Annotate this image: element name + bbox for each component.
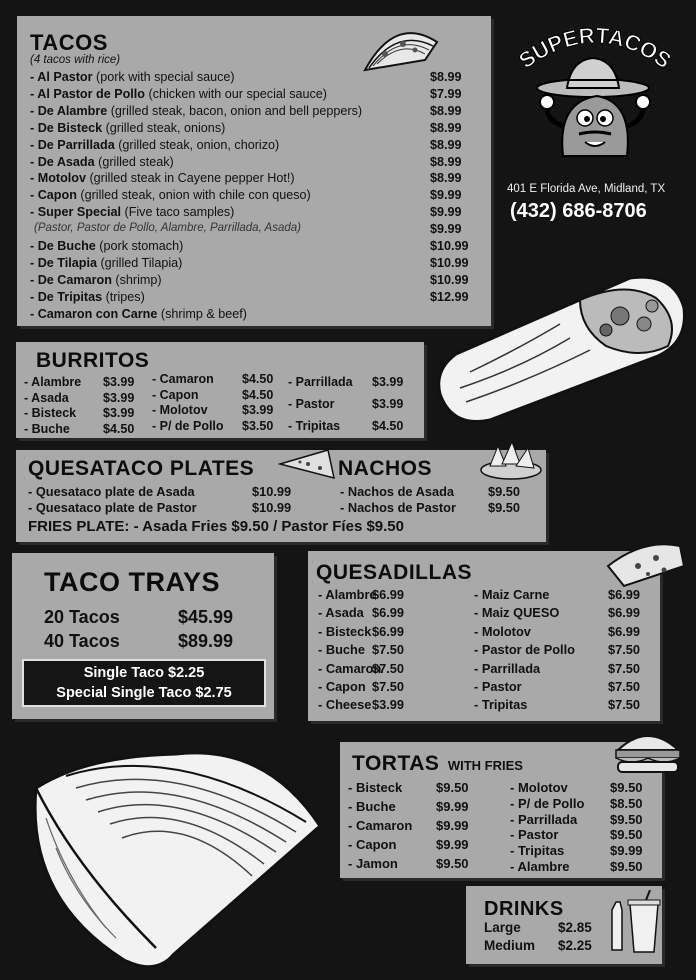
taco-item-name: Al Pastor [37, 70, 93, 84]
quesadilla-item-name: - Buche [318, 642, 365, 658]
burrito-item-label: P/ de Pollo [159, 418, 224, 433]
torta-item-name: - Jamon [348, 856, 398, 871]
quesadilla-item-price: $7.50 [608, 697, 641, 713]
torta-item-name: - Alambre [510, 859, 570, 874]
burrito-item-price: $4.50 [242, 372, 274, 386]
taco-item-price: $9.99 [430, 222, 462, 237]
quesataco-item-label: Quesataco plate de Pastor [35, 500, 197, 515]
burrito-item-name: - Pastor [288, 397, 335, 411]
quesadilla-item-name: - Pastor de Pollo [474, 642, 575, 658]
taco-item [30, 121, 225, 135]
burritos-title: BURRITOS [36, 349, 150, 372]
taco-item [30, 70, 235, 84]
taco-item-desc: (pork stomach) [99, 239, 184, 253]
single-taco-price: Single Taco $2.25 [83, 665, 205, 681]
quesadilla-item-name: - Tripitas [474, 697, 528, 713]
quesadilla-item-name: - Camaron [318, 660, 382, 676]
torta-item-label: Buche [355, 799, 396, 814]
torta-item-price: $9.50 [436, 856, 469, 871]
drinks-title: DRINKS [484, 898, 564, 920]
phone-number[interactable]: (432) 686-8706 [510, 200, 647, 222]
item-dash: - [30, 70, 38, 84]
burrito-item-price: $4.50 [372, 419, 404, 433]
item-dash: - [30, 154, 38, 169]
taco-item-desc: (grilled steak, onion, chorizo) [118, 137, 280, 152]
taco-item-desc: (grilled steak) [98, 154, 174, 169]
quesadilla-item-price: $7.50 [372, 679, 405, 694]
burrito-item-name: - Parrillada [288, 375, 353, 389]
taco-item-name: Motolov [37, 171, 86, 186]
taco-item-price: $8.99 [430, 120, 462, 135]
quesadilla-item-price: $6.99 [372, 623, 405, 639]
item-dash: - [30, 120, 38, 135]
torta-item-price: $9.99 [436, 818, 469, 833]
taco-item-name: Al Pastor de Pollo [37, 86, 146, 101]
quesadilla-item-price: $6.99 [608, 587, 641, 602]
quesadilla-item-label: Asada [325, 605, 364, 621]
torta-item-name: - Molotov [510, 780, 568, 795]
taco-item-price: $10.99 [430, 255, 469, 270]
torta-item-price: $9.99 [436, 799, 469, 814]
burrito-item-price: $3.99 [103, 375, 135, 389]
quesadilla-item-price: $7.50 [608, 642, 641, 658]
torta-item-price: $9.99 [610, 843, 643, 859]
quesataco-title: QUESATACO PLATES [28, 457, 255, 480]
burrito-item-label: Alambre [31, 375, 82, 389]
quesadilla-item-name: - Maiz QUESO [474, 605, 560, 621]
torta-item-label: Molotov [517, 780, 568, 795]
taco-item [30, 239, 183, 253]
quesadilla-icon [604, 540, 688, 590]
taco-item-price: $9.99 [430, 188, 462, 203]
quesadilla-item-label: Maiz QUESO [481, 605, 560, 621]
item-dash: - [30, 255, 38, 270]
taco-item-desc: (grilled steak, onion with chile con queso) [80, 188, 311, 203]
item-dash: - [30, 272, 38, 287]
taco-item [30, 205, 234, 219]
burrito-illustration [430, 268, 692, 428]
taco-item-price: $10.99 [430, 239, 469, 253]
item-dash: - [30, 188, 38, 203]
taco-item-name: De Camaron [37, 272, 112, 287]
quesataco-item-price: $10.99 [252, 500, 292, 515]
quesadilla-item-price: $7.50 [372, 660, 405, 676]
taco-item-name: Super Special [37, 205, 121, 220]
taco-item-price: $8.99 [430, 171, 462, 186]
taco-item [30, 87, 327, 101]
special-single-taco-price: Special Single Taco $2.75 [56, 685, 232, 701]
taco-item [30, 273, 162, 287]
torta-item-label: Alambre [517, 859, 570, 874]
burrito-item-name: - Camaron [152, 372, 214, 386]
taco-item [34, 222, 301, 234]
taco-item-name: De Tilapia [37, 255, 97, 270]
quesadilla-item-name: - Molotov [474, 623, 531, 639]
quesataco-item-price: $10.99 [252, 484, 292, 499]
quesataco-nachos-panel [16, 450, 546, 542]
burrito-item-label: Buche [31, 421, 70, 436]
quesadilla-item-name: - Pastor [474, 679, 522, 694]
burrito-item-label: Pastor [295, 397, 335, 411]
torta-item-label: Camaron [355, 818, 413, 833]
taco-item-name: De Bisteck [37, 120, 103, 135]
taco-item-price: $8.99 [430, 137, 462, 152]
taco-item [30, 104, 362, 118]
torta-item-name: - Pastor [510, 827, 559, 843]
tray-item-name: 40 Tacos [44, 631, 120, 651]
burrito-item-price: $3.99 [103, 406, 135, 420]
burrito-item-name: - P/ de Pollo [152, 418, 224, 433]
taco-item-name: De Buche [37, 239, 96, 253]
burrito-item-price: $3.50 [242, 418, 274, 433]
burrito-item-label: Capon [159, 387, 199, 402]
taco-item-desc: (grilled steak, bacon, onion and bell peppers) [110, 103, 363, 118]
quesadilla-item-name: - Parrillada [474, 660, 541, 676]
taco-item-name: De Alambre [37, 103, 108, 118]
taco-item-desc: (Five taco samples) [124, 205, 235, 220]
supertacos-mascot-logo [505, 16, 685, 166]
quesadilla-item-label: Bisteck [325, 623, 372, 639]
taco-item [30, 138, 279, 152]
quesadilla-item-price: $6.99 [608, 623, 641, 639]
taco-trays-panel [12, 553, 274, 719]
item-dash: - [30, 205, 38, 220]
quesadilla-item-name: - Bisteck [318, 623, 372, 639]
tacos-panel [17, 16, 491, 326]
quesadilla-item-label: Parrillada [481, 660, 541, 676]
torta-item-price: $9.99 [436, 837, 469, 852]
tortas-subtitle: WITH FRIES [447, 758, 523, 773]
burrito-item-name: - Alambre [24, 375, 82, 389]
torta-item-name: - Capon [348, 837, 397, 852]
taco-item-price: $12.99 [430, 289, 469, 304]
torta-item-price: $8.50 [610, 795, 643, 811]
burrito-item-name: - Asada [24, 390, 69, 405]
taco-item-desc: (shrimp) [115, 272, 162, 287]
item-dash: - [30, 289, 38, 304]
taco-item-desc: (shrimp & beef) [160, 306, 247, 321]
quesadilla-item-price: $6.99 [372, 605, 405, 621]
torta-sandwich-icon [612, 726, 684, 778]
burritos-panel [16, 342, 424, 438]
taco-item-desc: (chicken with our special sauce) [148, 86, 328, 101]
item-dash: - [30, 171, 38, 186]
burrito-item-price: $4.50 [103, 421, 135, 436]
torta-item-label: Bisteck [355, 780, 403, 795]
torta-item-price: $9.50 [610, 811, 643, 827]
item-dash: - [30, 239, 38, 253]
taco-item-desc: (tripes) [105, 289, 145, 304]
taco-item-price: $8.99 [430, 103, 462, 118]
taco-item-desc: (grilled steak in Cayene pepper Hot!) [89, 171, 295, 186]
tortas-title: TORTAS [352, 752, 440, 775]
taco-item-name: De Tripitas [37, 289, 103, 304]
tacos-subtitle: (4 tacos with rice) [30, 54, 121, 66]
drink-item-name: Large [484, 920, 521, 935]
torta-item-label: Pastor [517, 827, 559, 843]
quesadilla-item-label: Camaron [325, 660, 382, 676]
quesadilla-item-price: $7.50 [608, 679, 641, 694]
taco-item-desc: (grilled steak, onions) [105, 120, 226, 135]
taco-item-desc: (pork with special sauce) [96, 70, 235, 84]
quesataco-item-label: Quesataco plate de Asada [35, 484, 195, 499]
torta-item-price: $9.50 [610, 780, 643, 795]
tray-item-price: $45.99 [178, 607, 234, 627]
taco-item [30, 171, 295, 185]
nachos-icon [476, 438, 546, 482]
torta-item-name: - Tripitas [510, 843, 565, 859]
address-text: 401 E Florida Ave, Midland, TX [507, 183, 666, 195]
burrito-item-name: - Molotov [152, 403, 208, 417]
quesadilla-item-label: Maiz Carne [481, 587, 550, 602]
quesadilla-item-name: - Alambre [318, 587, 377, 602]
burrito-item-price: $3.99 [372, 397, 404, 411]
quesadilla-item-label: Capon [325, 679, 366, 694]
tortas-heading [352, 752, 523, 776]
burrito-item-label: Tripitas [295, 419, 341, 433]
quesadilla-item-name: - Capon [318, 679, 366, 694]
burrito-item-name: - Capon [152, 387, 199, 402]
quesadilla-item-label: Cheese [325, 697, 372, 713]
burrito-item-price: $3.99 [242, 403, 274, 417]
quesataco-item-name: - Quesataco plate de Pastor [28, 500, 197, 515]
taco-item-name: Camaron con Carne [37, 306, 158, 321]
quesadilla-item-label: Molotov [481, 623, 531, 639]
quesadilla-item-price: $3.99 [372, 697, 405, 713]
taco-item [30, 256, 182, 270]
quesadilla-item-label: Pastor [481, 679, 522, 694]
quesadilla-item-label: Tripitas [481, 697, 528, 713]
burrito-item-price: $3.99 [103, 390, 135, 405]
taco-item-name: De Parrillada [37, 137, 115, 152]
quesataco-icon [278, 446, 336, 480]
fries-plate-text: - Asada Fries $9.50 / Pastor Fíes $9.50 [133, 518, 404, 535]
nachos-item-price: $9.50 [488, 500, 521, 515]
fries-plate-line [28, 518, 404, 535]
fries-plate-label: FRIES PLATE: [28, 518, 130, 535]
burrito-item-label: Asada [31, 390, 69, 405]
taco-item-desc: (Pastor, Pastor de Pollo, Alambre, Parrillada, Asada) [34, 222, 301, 235]
taco-item-price: $8.99 [430, 70, 462, 84]
big-taco-illustration [6, 748, 336, 976]
torta-item-name: - Buche [348, 799, 396, 814]
nachos-item-label: Nachos de Asada [347, 484, 455, 499]
tray-item-name: 20 Tacos [44, 607, 120, 627]
quesadilla-item-label: Alambre [325, 587, 377, 602]
item-dash: - [30, 137, 38, 152]
single-taco-box [22, 659, 266, 707]
torta-item-name: - Parrillada [510, 811, 578, 827]
burrito-item-label: Camaron [159, 372, 214, 386]
quesadilla-item-price: $6.99 [608, 605, 641, 621]
taco-item [30, 188, 311, 202]
drink-item-price: $2.85 [558, 920, 592, 935]
torta-item-label: P/ de Pollo [517, 795, 585, 811]
quesadilla-item-price: $7.50 [372, 642, 405, 658]
nachos-item-label: Nachos de Pastor [347, 500, 456, 515]
taco-item [30, 155, 174, 169]
nachos-item-name: - Nachos de Pastor [340, 500, 456, 515]
torta-item-price: $9.50 [436, 780, 469, 795]
burrito-item-label: Bisteck [31, 406, 77, 420]
drink-item-name: Medium [484, 938, 536, 953]
burrito-item-name: - Bisteck [24, 406, 77, 420]
nachos-title: NACHOS [338, 457, 433, 480]
taco-item-name: Capon [37, 188, 77, 203]
quesadilla-item-price: $7.50 [608, 660, 641, 676]
torta-item-name: - Camaron [348, 818, 413, 833]
burrito-item-name: - Buche [24, 421, 70, 436]
drink-item-price: $2.25 [558, 938, 592, 953]
burrito-item-price: $4.50 [242, 387, 274, 402]
quesadilla-item-name: - Asada [318, 605, 364, 621]
drinks-panel [466, 886, 662, 964]
quesadilla-item-name: - Cheese [318, 697, 372, 713]
torta-item-price: $9.50 [610, 827, 643, 843]
burrito-item-label: Parrillada [295, 375, 353, 389]
torta-item-name: - P/ de Pollo [510, 795, 585, 811]
torta-item-label: Parrillada [517, 811, 578, 827]
taco-item-price: $7.99 [430, 86, 462, 101]
taco-trays-title: TACO TRAYS [44, 567, 221, 597]
torta-item-label: Jamon [355, 856, 398, 871]
taco-item-price: $8.99 [430, 154, 462, 169]
taco-item-price: $9.99 [430, 205, 462, 220]
taco-item-desc: (grilled Tilapia) [100, 255, 183, 270]
torta-item-name: - Bisteck [348, 780, 403, 795]
torta-item-label: Tripitas [517, 843, 565, 859]
svg-text:SUPERTACOS: SUPERTACOS [514, 22, 676, 74]
nachos-item-price: $9.50 [488, 484, 521, 499]
burrito-item-name: - Tripitas [288, 419, 341, 433]
torta-item-price: $9.50 [610, 859, 643, 874]
quesadilla-item-price: $6.99 [372, 587, 405, 602]
quesadilla-item-label: Pastor de Pollo [481, 642, 575, 658]
drinks-icon [606, 890, 662, 956]
nachos-item-name: - Nachos de Asada [340, 484, 455, 499]
burrito-item-label: Molotov [159, 403, 208, 417]
item-dash: - [30, 86, 38, 101]
tacos-title: TACOS [30, 30, 108, 55]
taco-item-price: $10.99 [430, 272, 469, 287]
item-dash: - [30, 103, 38, 118]
torta-item-label: Capon [355, 837, 397, 852]
quesadillas-title: QUESADILLAS [316, 561, 473, 584]
quesataco-item-name: - Quesataco plate de Asada [28, 484, 195, 499]
tray-item-price: $89.99 [178, 631, 234, 651]
taco-item [30, 307, 247, 321]
taco-illustration [355, 20, 447, 82]
quesadilla-item-name: - Maiz Carne [474, 587, 550, 602]
item-dash: - [30, 306, 38, 321]
taco-item [30, 290, 145, 304]
burrito-item-price: $3.99 [372, 375, 404, 389]
taco-item-name: De Asada [37, 154, 95, 169]
quesadilla-item-label: Buche [325, 642, 365, 658]
